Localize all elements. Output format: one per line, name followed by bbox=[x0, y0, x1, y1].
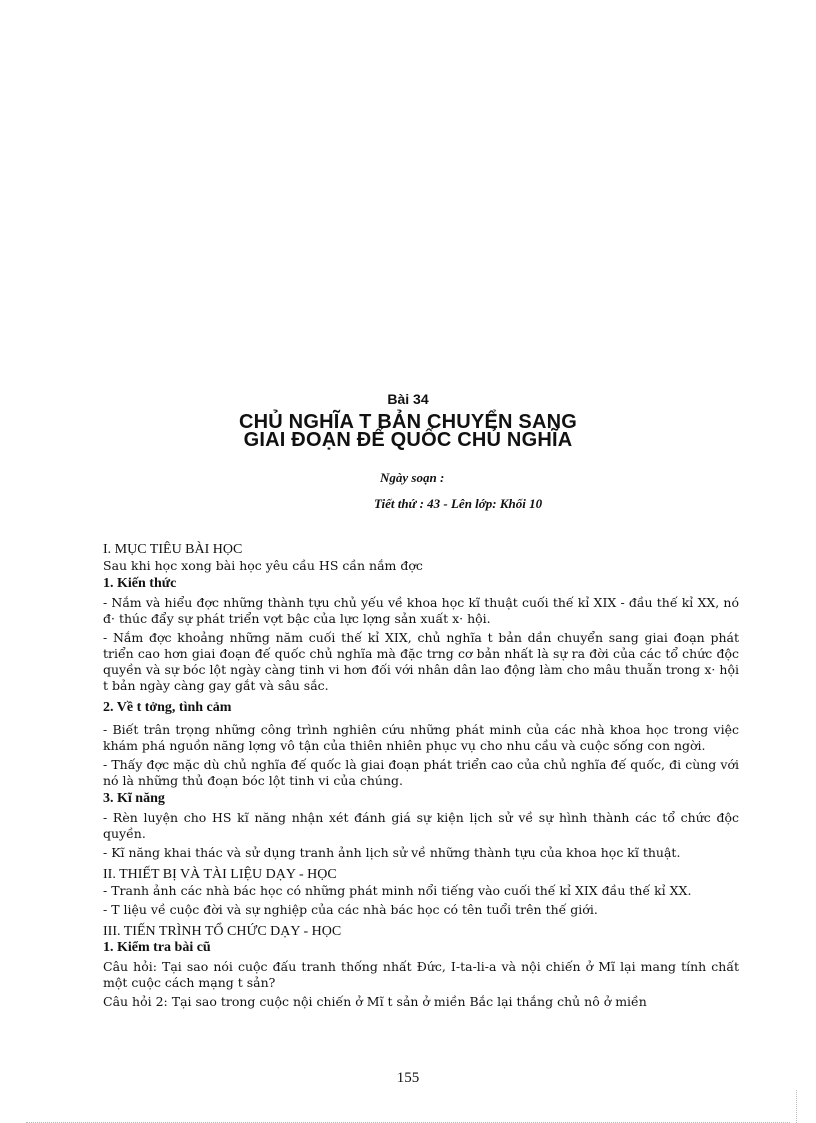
attitude-heading: 2. Về t tởng, tình cảm bbox=[103, 700, 232, 715]
skills-paragraph-1: - Rèn luyện cho HS kĩ năng nhận xét đánh giá sự kiện lịch sử về sự hình thành các tổ chức độc quyền. bbox=[103, 810, 739, 841]
page-number: 155 bbox=[396, 1070, 420, 1086]
section-process-heading: III. TIẾN TRÌNH TỔ CHỨC DẠY - HỌC bbox=[103, 924, 342, 939]
skills-heading: 3. Kĩ năng bbox=[103, 791, 165, 806]
knowledge-paragraph-1: - Nắm và hiểu đợc những thành tựu chủ yếu về khoa học kĩ thuật cuối thế kỉ XIX - đầu thế kỉ XX, nó đ· thúc đẩy sự phát triển vợt bậc của lực lợng sản xuất x· hội. bbox=[103, 595, 739, 626]
lesson-number: Bài 34 bbox=[387, 391, 429, 407]
review-question-2: Câu hỏi 2: Tại sao trong cuộc nội chiến ở Mĩ t sản ở miền Bắc lại thắng chủ nô ở miền bbox=[103, 994, 647, 1009]
knowledge-heading: 1. Kiến thức bbox=[103, 576, 177, 591]
date-prepared-label: Ngày soạn : bbox=[380, 470, 445, 485]
attitude-paragraph-1: - Biết trân trọng những công trình nghiên cứu những phát minh của các nhà khoa học trong việc khám phá nguồn năng lợng vô tận của thiên nhiên phục vụ cho nhu cầu và cuộc sống con ngời. bbox=[103, 722, 739, 753]
skills-paragraph-2: - Kĩ năng khai thác và sử dụng tranh ảnh lịch sử về những thành tựu của khoa học kĩ thuật. bbox=[103, 845, 681, 860]
period-class-label: Tiết thứ : 43 - Lên lớp: Khối 10 bbox=[374, 496, 543, 511]
attitude-paragraph-2: - Thấy đợc mặc dù chủ nghĩa đế quốc là giai đoạn phát triển cao của chủ nghĩa đế quốc, đi cùng với nó là những thủ đoạn bóc lột tinh vi của chúng. bbox=[103, 757, 739, 788]
review-question-1: Câu hỏi: Tại sao nói cuộc đấu tranh thống nhất Đức, I-ta-li-a và nội chiến ở Mĩ lại mang tính chất một cuộc cách mạng t sản? bbox=[103, 959, 739, 990]
lesson-title-line-1: CHỦ NGHĨA T BẢN CHUYỂN SANG bbox=[239, 411, 577, 433]
equipment-paragraph-1: - Tranh ảnh các nhà bác học có những phát minh nổi tiếng vào cuối thế kỉ XIX đầu thế kỉ XX. bbox=[103, 883, 692, 898]
section-equipment-heading: II. THIẾT BỊ VÀ TÀI LIỆU DẠY - HỌC bbox=[103, 867, 337, 882]
objectives-intro: Sau khi học xong bài học yêu cầu HS cần nắm đợc bbox=[103, 558, 423, 573]
lesson-title-line-2: GIAI ĐOẠN ĐẾ QUỐC CHỦ NGHĨA bbox=[243, 429, 573, 451]
lesson-content bbox=[103, 538, 739, 1010]
section-objectives-heading: I. MỤC TIÊU BÀI HỌC bbox=[103, 542, 243, 557]
equipment-paragraph-2: - T liệu về cuộc đời và sự nghiệp của các nhà bác học có tên tuổi trên thế giới. bbox=[103, 902, 598, 917]
right-divider bbox=[796, 1090, 797, 1123]
knowledge-paragraph-2: - Nắm đợc khoảng những năm cuối thế kỉ XIX, chủ nghĩa t bản dần chuyển sang giai đoạn phát triển cao hơn giai đoạn đế quốc chủ nghĩa mà đặc trng cơ bản nhất là sự ra đời của các tổ chức độc quyền và sự bóc lột ngày càng tinh vi hơn đối với nhân dân lao động làm cho mâu thuẫn trong x· hội t bản ngày càng gay gắt và sâu sắc. bbox=[103, 630, 739, 693]
review-heading: 1. Kiểm tra bài cũ bbox=[103, 940, 211, 955]
